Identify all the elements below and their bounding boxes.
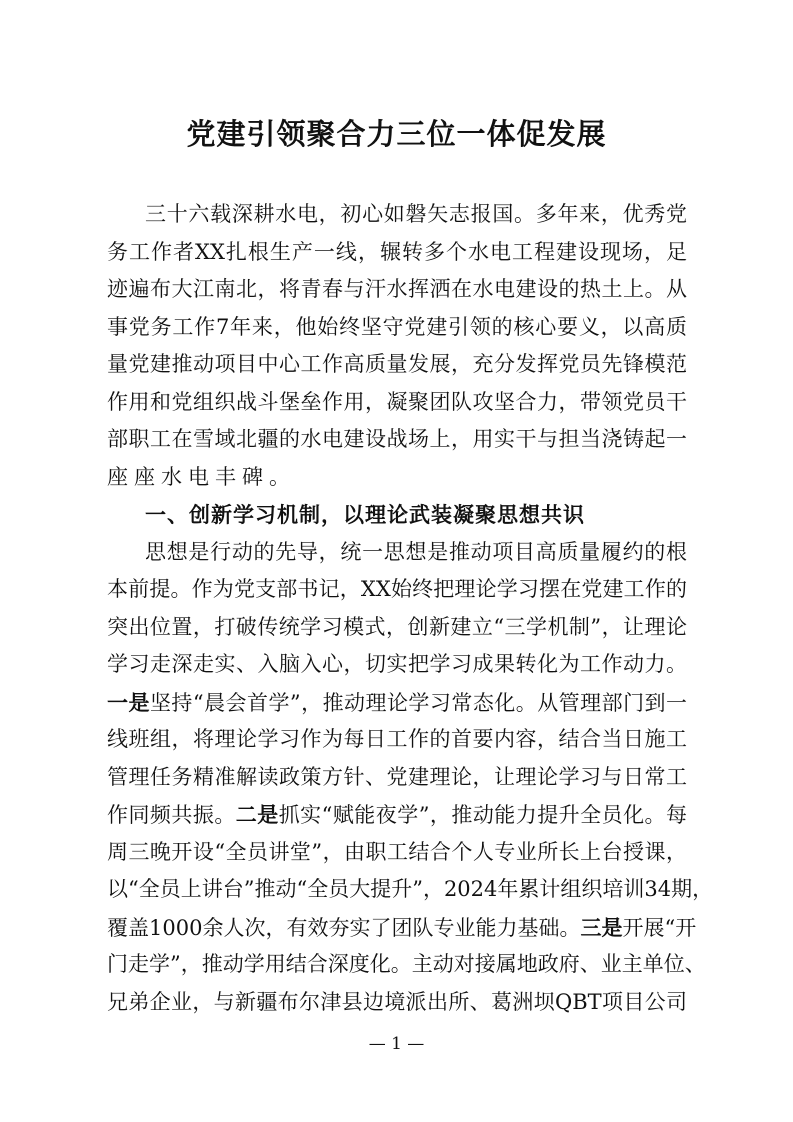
text-segment: 以“全员上讲台”推动“全员大提升”，2024年累计组织培训34期， [107, 877, 714, 901]
paragraph-line [107, 196, 687, 234]
paragraph-line [107, 271, 687, 309]
page-number: — 1 — [368, 1034, 425, 1054]
text-segment: 座座水电丰碑。 [107, 464, 296, 489]
text-segment: 兄弟企业，与新疆布尔津县边境派出所、葛洲坝QBT项目公司 [107, 989, 687, 1014]
text-segment: 管理任务精准解读政策方针、党建理论，让理论学习与日常工 [107, 764, 687, 789]
text-segment: 部职工在雪域北疆的水电建设战场上，用实干与担当浇铸起一 [107, 427, 687, 451]
text-segment: 事党务工作7年来，他始终坚守党建引领的核心要义，以高质 [107, 314, 687, 339]
bold-lead-text: 三是 [580, 914, 623, 940]
text-segment: 量党建推动项目中心工作高质量发展，充分发挥党员先锋模范 [107, 352, 687, 376]
document-title: 党建引领聚合力三位一体促发展 [186, 117, 607, 151]
paragraph-line [107, 384, 687, 422]
paragraph-line [107, 234, 687, 272]
text-segment: 周三晚开设“全员讲堂”，由职工结合个人专业所长上台授课， [107, 839, 687, 864]
paragraph-line [107, 609, 687, 647]
paragraph-line [107, 571, 687, 609]
paragraph-line [107, 946, 706, 984]
text-segment: 思想是行动的先导，统一思想是推动项目高质量履约的根 [145, 539, 687, 564]
paragraph-line [107, 309, 687, 347]
text-segment: 学习走深走实、入脑入心，切实把学习成果转化为工作动力。 [107, 652, 687, 676]
text-segment: 抓实“赋能夜学”，推动能力提升全员化。每 [278, 803, 687, 827]
text-segment: 作用和党组织战斗堡垒作用，凝聚团队攻坚合力，带领党员干 [107, 389, 687, 414]
paragraph-line [107, 459, 687, 497]
document-body [107, 196, 714, 1021]
section-heading [107, 496, 687, 534]
paragraph-line [107, 796, 687, 834]
paragraph-line [107, 721, 687, 759]
paragraph-line [107, 646, 687, 684]
text-segment: 覆盖1000余人次，有效夯实了团队专业能力基础。 [107, 915, 581, 940]
text-segment: 开展“开 [622, 915, 697, 940]
text-segment: 坚持“晨会首学”，推动理论学习常态化。从管理部门到一 [149, 690, 687, 715]
text-segment: 线班组，将理论学习作为每日工作的首要内容，结合当日施工 [107, 727, 687, 751]
paragraph-line [107, 871, 714, 909]
text-segment: 门走学”，推动学用结合深度化。主动对接属地政府、业主单位、 [107, 952, 706, 976]
paragraph-line [107, 984, 687, 1022]
paragraph-line [107, 534, 687, 572]
paragraph-line [107, 834, 687, 872]
text-segment: 迹遍布大江南北，将青春与汗水挥洒在水电建设的热土上。从 [107, 277, 687, 301]
paragraph-line [107, 346, 687, 384]
paragraph-line [107, 909, 697, 947]
text-segment: 本前提。作为党支部书记，XX始终把理论学习摆在党建工作的 [107, 577, 687, 601]
text-segment: 作同频共振。 [107, 803, 236, 827]
paragraph-line [107, 759, 687, 797]
text-segment: 务工作者XX扎根生产一线，辗转多个水电工程建设现场，足 [107, 239, 687, 264]
bold-lead-text: 二是 [235, 802, 279, 827]
bold-lead-text: 一是 [107, 689, 150, 715]
paragraph-line [107, 421, 687, 459]
text-segment: 三十六载深耕水电，初心如磐矢志报国。多年来，优秀党 [145, 202, 687, 226]
text-segment: 突出位置，打破传统学习模式，创新建立“三学机制”，让理论 [107, 614, 687, 639]
paragraph-line [107, 684, 687, 722]
text-segment: 一、创新学习机制，以理论武装凝聚思想共识 [145, 502, 585, 527]
